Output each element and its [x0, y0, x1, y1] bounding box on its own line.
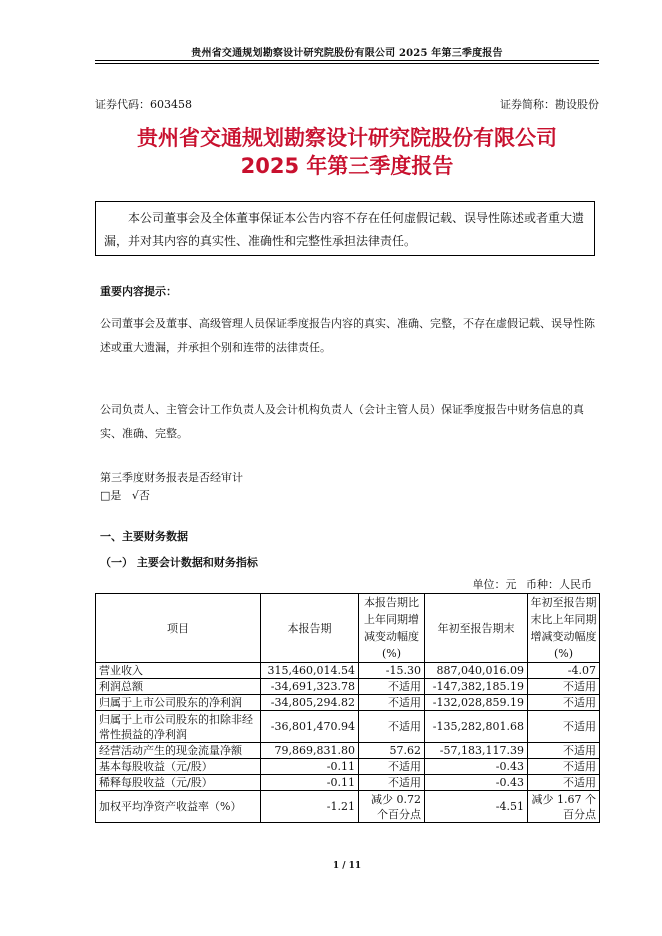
cell-value: 79,869,831.80 [261, 743, 359, 759]
security-code: 证券代码：603458 [95, 98, 192, 111]
audit-option-yes: □是 [100, 489, 122, 502]
unit-currency-line [467, 576, 593, 592]
cell-value: 不适用 [528, 679, 600, 695]
security-short-name: 证券简称：勘设股份 [500, 98, 599, 111]
cell-value: 不适用 [528, 711, 600, 743]
cell-value: 不适用 [359, 775, 425, 791]
cell-value: -34,805,294.82 [261, 695, 359, 711]
audit-options [100, 484, 595, 508]
cell-value: 不适用 [359, 759, 425, 775]
unit-label: 单位：元 [472, 578, 517, 591]
financial-indicators-table [95, 593, 600, 823]
cell-value: -0.11 [261, 775, 359, 791]
cell-value: -57,183,117.39 [425, 743, 528, 759]
report-title-period: 2025 年第三季度报告 [240, 154, 454, 178]
row-label: 营业收入 [96, 663, 261, 679]
cell-value: 不适用 [528, 743, 600, 759]
cell-value: 不适用 [528, 695, 600, 711]
currency-label: 币种：人民币 [526, 578, 592, 591]
header-ytd: 年初至报告期末 [425, 594, 528, 663]
cell-value: 不适用 [528, 775, 600, 791]
table-row [96, 711, 600, 743]
audit-question: 第三季度财务报表是否经审计 [100, 471, 243, 484]
cell-value: 减少 0.72 个百分点 [359, 791, 425, 823]
subsection-heading: （一） 主要会计数据和财务指标 [100, 556, 258, 569]
table-row [96, 679, 600, 695]
cell-value: -147,382,185.19 [425, 679, 528, 695]
cell-value: -0.11 [261, 759, 359, 775]
page-number: 1 / 11 [332, 861, 362, 871]
cell-value: -15.30 [359, 663, 425, 679]
section-heading: 一、主要财务数据 [100, 530, 188, 543]
table-row [96, 775, 600, 791]
important-notice-title: 重要内容提示： [100, 285, 177, 298]
cell-value: -0.43 [425, 775, 528, 791]
cell-value: -135,282,801.68 [425, 711, 528, 743]
table-row [96, 743, 600, 759]
header-rule-thin [95, 63, 599, 64]
important-notice-paragraph-2: 公司负责人、主管会计工作负责人及会计机构负责人（会计主管人员）保证季度报告中财务信息的真实、准确、完整。 [100, 403, 584, 440]
cell-value: -34,691,323.78 [261, 679, 359, 695]
table-header-row [96, 594, 600, 663]
row-label: 基本每股收益（元/股） [96, 759, 261, 775]
cell-value: -4.51 [425, 791, 528, 823]
row-label: 归属于上市公司股东的扣除非经常性损益的净利润 [96, 711, 261, 743]
row-label: 加权平均净资产收益率（%） [96, 791, 261, 823]
audit-option-no: √否 [131, 489, 150, 502]
table-row [96, 695, 600, 711]
important-notice-paragraph-1: 公司董事会及董事、高级管理人员保证季度报告内容的真实、准确、完整，不存在虚假记载、误导性陈述或重大遗漏，并承担个别和连带的法律责任。 [100, 317, 595, 354]
table-row [96, 759, 600, 775]
header-item: 项目 [96, 594, 261, 663]
cell-value: -4.07 [528, 663, 600, 679]
table-row [96, 791, 600, 823]
cell-value: 不适用 [359, 679, 425, 695]
cell-value: -132,028,859.19 [425, 695, 528, 711]
table-row [96, 663, 600, 679]
running-header: 贵州省交通规划勘察设计研究院股份有限公司 2025 年第三季度报告 [191, 48, 503, 59]
cell-value: 不适用 [359, 711, 425, 743]
cell-value: 不适用 [359, 695, 425, 711]
cell-value: -0.43 [425, 759, 528, 775]
row-label: 归属于上市公司股东的净利润 [96, 695, 261, 711]
row-label: 经营活动产生的现金流量净额 [96, 743, 261, 759]
report-title-company: 贵州省交通规划勘察设计研究院股份有限公司 [137, 126, 557, 150]
cell-value: -1.21 [261, 791, 359, 823]
cell-value: -36,801,470.94 [261, 711, 359, 743]
cell-value: 887,040,016.09 [425, 663, 528, 679]
header-ytd-change: 年初至报告期末比上年同期增减变动幅度(%) [528, 594, 600, 663]
cell-value: 57.62 [359, 743, 425, 759]
row-label: 利润总额 [96, 679, 261, 695]
cell-value: 不适用 [528, 759, 600, 775]
cell-value: 315,460,014.54 [261, 663, 359, 679]
cell-value: 减少 1.67 个百分点 [528, 791, 600, 823]
header-rule [95, 60, 599, 61]
board-statement-box: 本公司董事会及全体董事保证本公告内容不存在任何虚假记载、误导性陈述或者重大遗漏，并对其内容的真实性、准确性和完整性承担法律责任。 [95, 201, 595, 256]
row-label: 稀释每股收益（元/股） [96, 775, 261, 791]
header-current-period: 本报告期 [261, 594, 359, 663]
header-current-period-change: 本报告期比上年同期增减变动幅度(%) [359, 594, 425, 663]
report-title [95, 124, 599, 180]
